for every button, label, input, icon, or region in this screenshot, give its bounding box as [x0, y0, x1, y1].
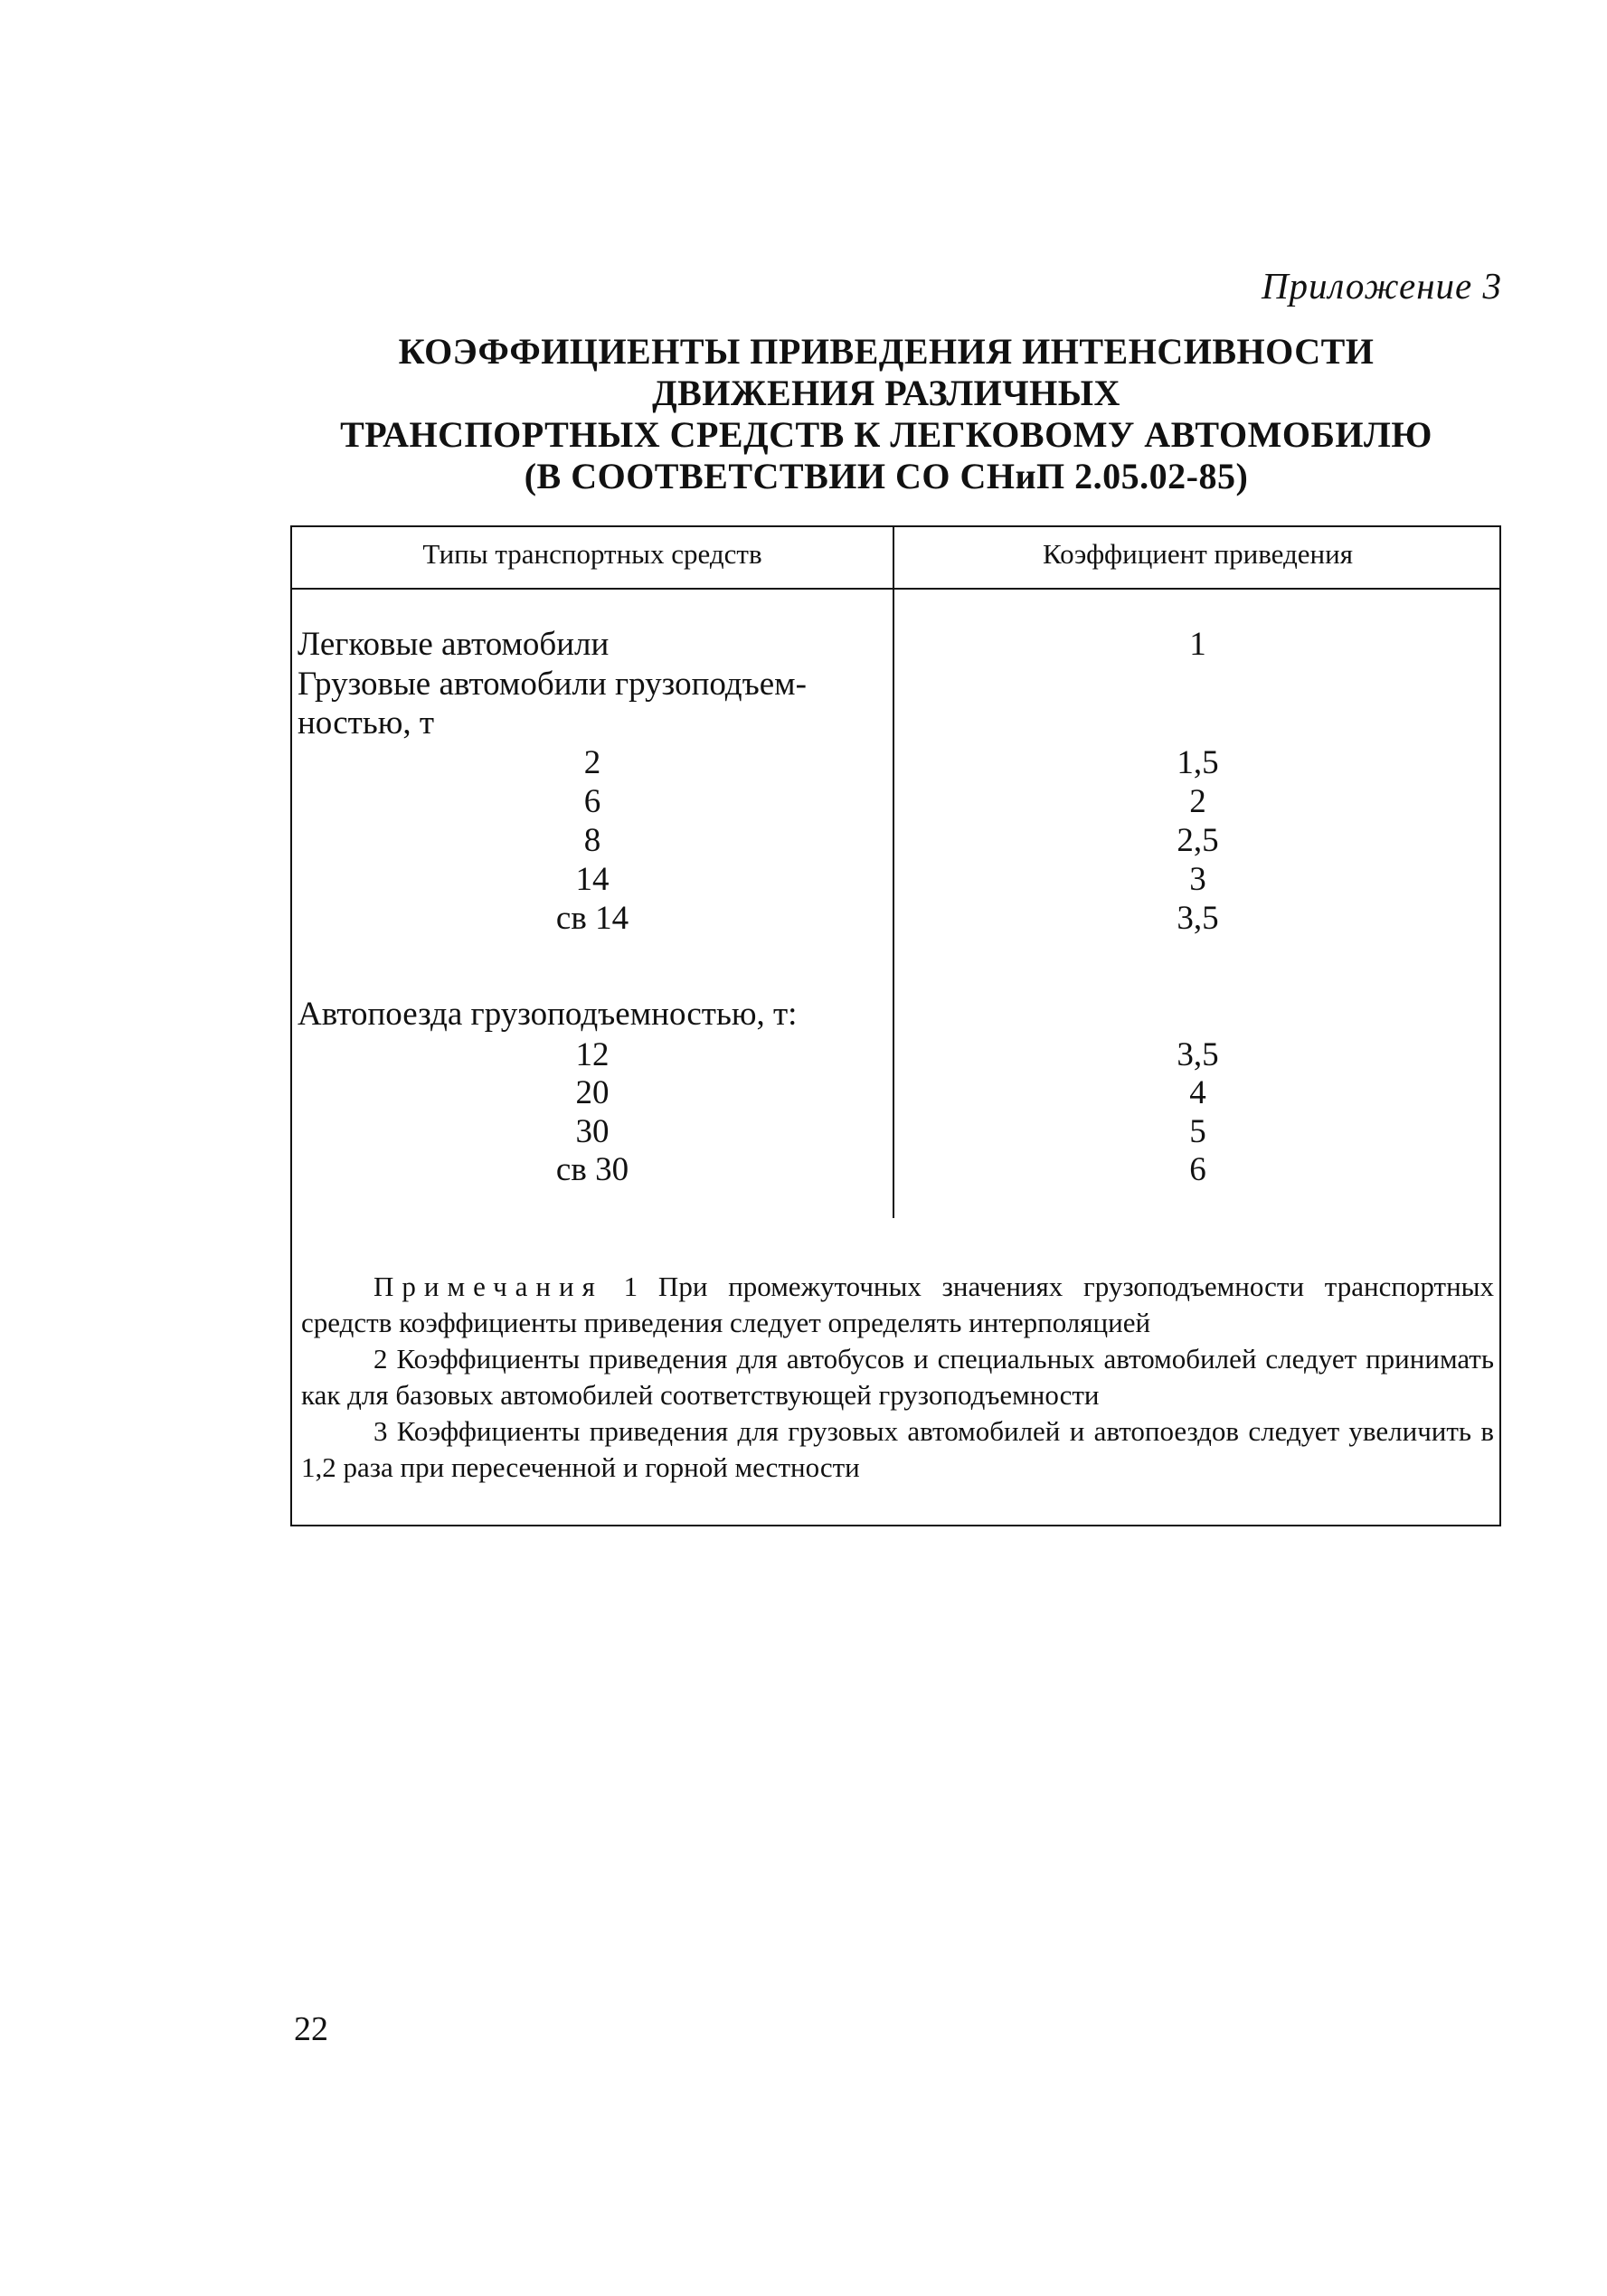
- title-line: (В СООТВЕТСТВИИ СО СНиП 2.05.02-85): [524, 456, 1249, 496]
- notes-heading: Примечания: [373, 1271, 603, 1302]
- train-capacity: св 30: [555, 1151, 629, 1188]
- cars-coefficient: 1: [1189, 626, 1206, 663]
- note-3: 3 Коэффициенты приведения для грузовых автомобилей и автопоездов следует увеличить в 1,2 раза при пересеченной и горной местности: [301, 1415, 1494, 1483]
- truck-coefficient: 3,5: [1177, 900, 1219, 937]
- truck-coefficient: 2,5: [1177, 822, 1219, 859]
- truck-capacity: 6: [583, 783, 601, 820]
- road-trains-label: Автопоезда грузоподъемностью, т:: [298, 996, 798, 1033]
- train-capacity: 30: [575, 1113, 610, 1150]
- truck-capacity: 14: [575, 861, 610, 898]
- note-1-text: 1 При промежуточных значениях грузоподъемности транспортных средств коэффициенты приведения следует определять интерполяцией: [301, 1271, 1494, 1338]
- title-line: ТРАНСПОРТНЫХ СРЕДСТВ К ЛЕГКОВОМУ АВТОМОБИЛЮ: [340, 414, 1432, 455]
- note-1: [301, 1269, 1494, 1341]
- truck-capacity: 8: [583, 822, 601, 859]
- truck-capacity: 2: [583, 744, 601, 781]
- note-2: 2 Коэффициенты приведения для автобусов и специальных автомобилей следует принимать как для базовых автомобилей соответствующей грузоподъемности: [301, 1343, 1494, 1411]
- trucks-label: Грузовые автомобили грузоподъем-: [298, 666, 807, 703]
- train-capacity: 12: [575, 1036, 610, 1073]
- trucks-label-cont: ностью, т: [298, 704, 434, 742]
- truck-capacity: св 14: [555, 900, 629, 937]
- header-divider: [292, 588, 1499, 590]
- truck-coefficient: 1,5: [1177, 744, 1219, 781]
- document-title: [289, 331, 1483, 497]
- coefficients-table: [290, 525, 1501, 1526]
- train-coefficient: 4: [1189, 1074, 1206, 1111]
- train-coefficient: 5: [1189, 1113, 1206, 1150]
- train-capacity: 20: [575, 1074, 610, 1111]
- truck-coefficient: 3: [1189, 861, 1206, 898]
- header-coefficient: Коэффициент приведения: [1043, 538, 1353, 570]
- page-number: 22: [294, 2010, 328, 2048]
- title-line: КОЭФФИЦИЕНТЫ ПРИВЕДЕНИЯ ИНТЕНСИВНОСТИ: [398, 331, 1375, 372]
- cars-label: Легковые автомобили: [298, 626, 610, 663]
- train-coefficient: 3,5: [1177, 1036, 1219, 1073]
- title-line: ДВИЖЕНИЯ РАЗЛИЧНЫХ: [652, 373, 1120, 413]
- notes-block: [301, 1269, 1494, 1486]
- appendix-label: Приложение 3: [1261, 265, 1502, 307]
- train-coefficient: 6: [1189, 1151, 1206, 1188]
- truck-coefficient: 2: [1189, 783, 1206, 820]
- header-vehicle-type: Типы транспортных средств: [422, 538, 762, 570]
